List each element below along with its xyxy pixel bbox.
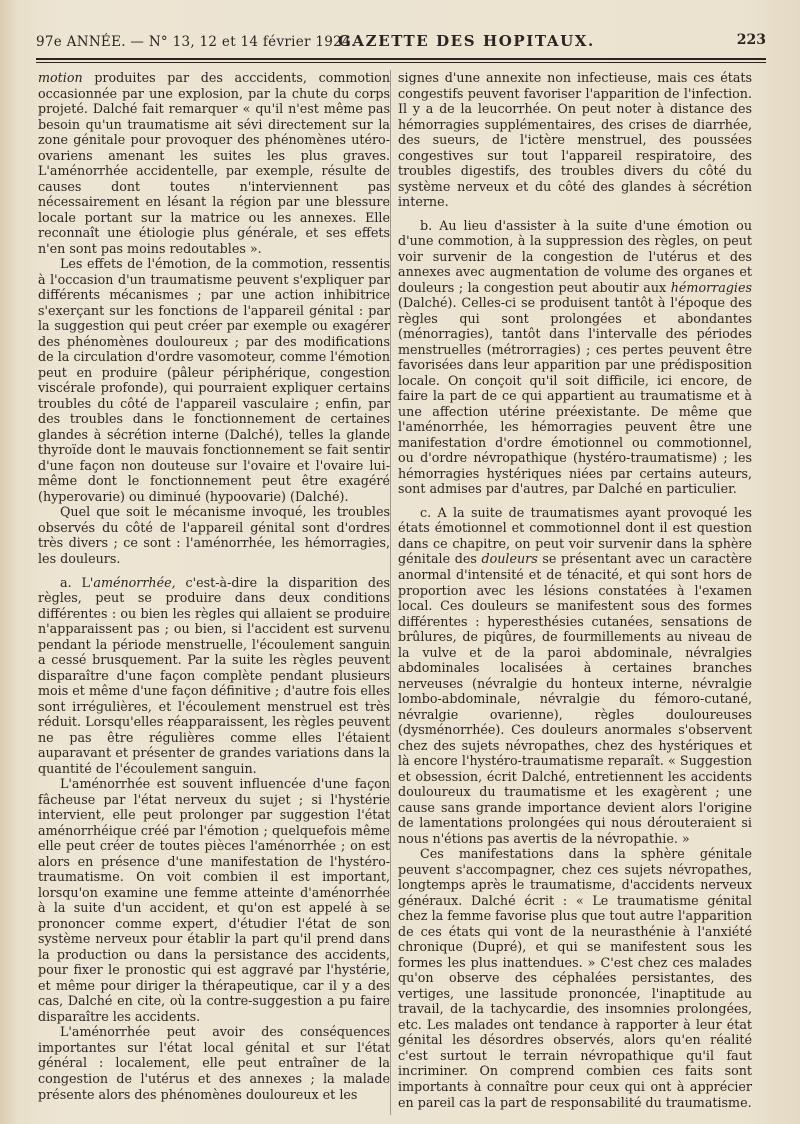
paragraph: Quel que soit le mécanisme invoqué, les troubles observés du côté de l'appareil génital sont d'ordres très divers ; ce sont : l'aménorrhée, les hémorragies, les douleurs. bbox=[38, 504, 390, 566]
paragraph bbox=[38, 70, 390, 256]
paragraph-lead: b. Au lieu d'assister à la suite d'une émotion ou d'une commotion, à la suppression des règles, on peut voir survenir de la congestion de l'utérus et des annexes avec augmentation de volume des organes et douleurs ; la congestion peut aboutir aux bbox=[398, 217, 752, 295]
journal-title: GAZETTE DES HOPITAUX. bbox=[338, 32, 595, 50]
italic-term: aménorrhée, bbox=[93, 574, 176, 590]
column-divider bbox=[390, 70, 391, 1115]
paragraph: Les effets de l'émotion, de la commotion, ressentis à l'occasion d'un traumatisme peuvent s'expliquer par différents mécanismes ; par une action inhibitrice s'exerçant sur les fonctions de l'appareil génital : par la suggestion qui peut créer par exemple ou exagérer des phénomènes douloureux ; par des modifications de la circulation d'ordre vasomoteur, comme l'émotion peut en produire (pâleur périphérique, congestion viscérale profonde), qui pourraient expliquer certains troubles du côté de l'appareil vasculaire ; enfin, par des troubles dans le fonctionnement de certaines glandes à sécrétion interne (Dalché), telles la glande thyroïde dont le mauvais fonctionnement se fait sentir d'une façon non douteuse sur l'ovaire et l'ovaire lui-même dont le fonctionnement peut être exagéré (hyperovarie) ou diminué (hypoovarie) (Dalché). bbox=[38, 256, 390, 504]
page-header bbox=[36, 30, 766, 56]
paragraph-lead: c. A la suite de traumatismes ayant provoqué les états émotionnel et commotionnel dont il est question dans ce chapitre, on peut voir survenir dans la sphère génitale des bbox=[398, 504, 752, 567]
header-rule bbox=[36, 58, 766, 60]
paragraph: signes d'une annexite non infectieuse, mais ces états congestifs peuvent favoriser l'apparition de l'infection. Il y a de la leucorrhée. On peut noter à distance des hémorragies supplémentaires, des crises de diarrhée, des sueurs, de l'ictère menstruel, des poussées congestives sur tout l'appareil respiratoire, des troubles digestifs, des troubles divers du côté du système nerveux et du côté des glandes à sécrétion interne. bbox=[398, 70, 752, 210]
page-number: 223 bbox=[736, 32, 766, 48]
paragraph-text: c'est-à-dire la disparition des règles, peut se produire dans deux conditions différentes : ou bien les règles qui allaient se produire n'apparaissent pas ; ou bien, si l'accident est survenu pendant la période menstruelle, l'écoulement sanguin a cessé brusquement. Par la suite les règles peuvent disparaître d'une façon complète pendant plusieurs mois et même d'une façon définitive ; d'autre fois elles sont irrégulières, et l'écoulement menstruel est très réduit. Lorsqu'elles réapparaissent, les règles peuvent ne pas être régulières comme elles l'étaient auparavant et présenter de grandes variations dans la quantité de l'écoulement sanguin. bbox=[38, 574, 390, 776]
italic-term: hémorragies bbox=[670, 279, 752, 295]
paragraph-text: (Dalché). Celles-ci se produisent tantôt à l'époque des règles qui sont prolongées et abondantes (ménorragies), tantôt dans l'intervalle des périodes menstruelles (métrorragies) ; ces pertes peuvent être favorisées dans leur apparition par une prédisposition locale. On conçoit qu'il soit difficile, ici encore, de faire la part de ce qui appartient au traumatisme et à une affection utérine préexistante. De même que l'aménorrhée, les hémorragies peuvent être une manifestation d'ordre émotionnel ou commotionnel, ou d'ordre névropathique (hystéro-traumatisme) ; les hémorragies hystériques niées par certains auteurs, sont admises par d'autres, par Dalché en particulier. bbox=[398, 295, 752, 497]
paragraph-lead: a. L' bbox=[60, 574, 94, 590]
paragraph-hémorragies bbox=[398, 218, 752, 497]
header-rule-thin bbox=[36, 62, 766, 63]
italic-word: motion bbox=[38, 70, 83, 85]
paragraph: L'aménorrhée est souvent influencée d'une façon fâcheuse par l'état nerveux du sujet ; si l'hystérie intervient, elle peut prolonger par suggestion l'état aménorrhéique créé par l'émotion ; quelquefois même elle peut créer de toutes pièces l'aménorrhée ; on est alors en présence d'une manifestation de l'hystéro-traumatisme. On voit combien il est important, lorsqu'on examine une femme atteinte d'aménorrhée à la suite d'un accident, et qu'on est appelé à se prononcer comme expert, d'étudier l'état de son système nerveux pour établir la part qu'il prend dans la production ou dans la persistance des accidents, pour fixer le pronostic qui est aggravé par l'hystérie, et même pour diriger la thérapeutique, car il y a des cas, Dalché en cite, où la contre-suggestion a pu faire disparaître les accidents. bbox=[38, 776, 390, 1024]
paragraph: L'aménorrhée peut avoir des conséquences importantes sur l'état local génital et sur l'état général : localement, elle peut entraîner de la congestion de l'utérus et des annexes ; la malade présente alors des phénomènes douloureux et les bbox=[38, 1024, 390, 1102]
paragraph-aménorrhée bbox=[38, 575, 390, 777]
paragraph-douleurs bbox=[398, 505, 752, 846]
left-column bbox=[38, 70, 390, 1102]
right-column bbox=[398, 70, 752, 1110]
paragraph-text: se présentant avec un caractère anormal d'intensité et de ténacité, et qui sont hors de proportion avec les lésions constatées à l'examen local. Ces douleurs se manifestent sous des formes différentes : hyperesthésies cutanées, sensations de brûlures, de piqûres, de fourmillements au niveau de la vulve et de la paroi abdominale, névralgies abdominales localisées à certaines branches nerveuses (névralgie du honteux interne, névralgie lombo-abdominale, névralgie du fémoro-cutané, névralgie ovarienne), règles douloureuses (dysménorrhée). Ces douleurs anormales s'observent chez des sujets névropathes, chez des hystériques et là encore l'hystéro-traumatisme reparaît. « Suggestion et obsession, écrit Dalché, entretiennent les accidents douloureux du traumatisme et les exagèrent ; une cause sans grande importance devient alors l'origine de lamentations prolongées qui nous dérouteraient si nous n'étions pas avertis de la névropathie. » bbox=[398, 551, 753, 846]
paragraph-text: produites par des acccidents, commotion occasionnée par une explosion, par la chute du corps projeté. Dalché fait remarquer « qu'il n'est même pas besoin qu'un traumatisme ait sévi directement sur la zone génitale pour provoquer des phénomènes utéro-ovariens amenant les suites les plus graves. L'aménorrhée accidentelle, par exemple, résulte de causes dont toutes n'interviennent pas nécessairement en lésant la région par une blessure locale portant sur la matrice ou les annexes. Elle reconnaît une étiologie plus générale, et ses effets n'en sont pas moins redoutables ». bbox=[38, 70, 390, 256]
italic-term: douleurs bbox=[481, 551, 538, 567]
issue-info: 97e ANNÉE. — N° 13, 12 et 14 février 1924. bbox=[36, 34, 356, 50]
paragraph: Ces manifestations dans la sphère génitale peuvent s'accompagner, chez ces sujets névropathes, longtemps après le traumatisme, d'accidents nerveux généraux. Dalché écrit : « Le traumatisme génital chez la femme favorise plus que tout autre l'apparition de ces états qui vont de la neurasthénie à l'anxiété chronique (Dupré), et qui se manifestent sous les formes les plus inattendues. » C'est chez ces malades qu'on observe des céphalées persistantes, des vertiges, une lassitude prononcée, l'inaptitude au travail, de la tachycardie, des insomnies prolongées, etc. Les malades ont tendance à rapporter à leur état génital les désordres observés, alors qu'en réalité c'est surtout le terrain névropathique qu'il faut incriminer. On comprend combien ces faits sont importants à connaître pour ceux qui ont à apprécier en pareil cas la part de responsabilité du traumatisme. bbox=[398, 846, 752, 1110]
